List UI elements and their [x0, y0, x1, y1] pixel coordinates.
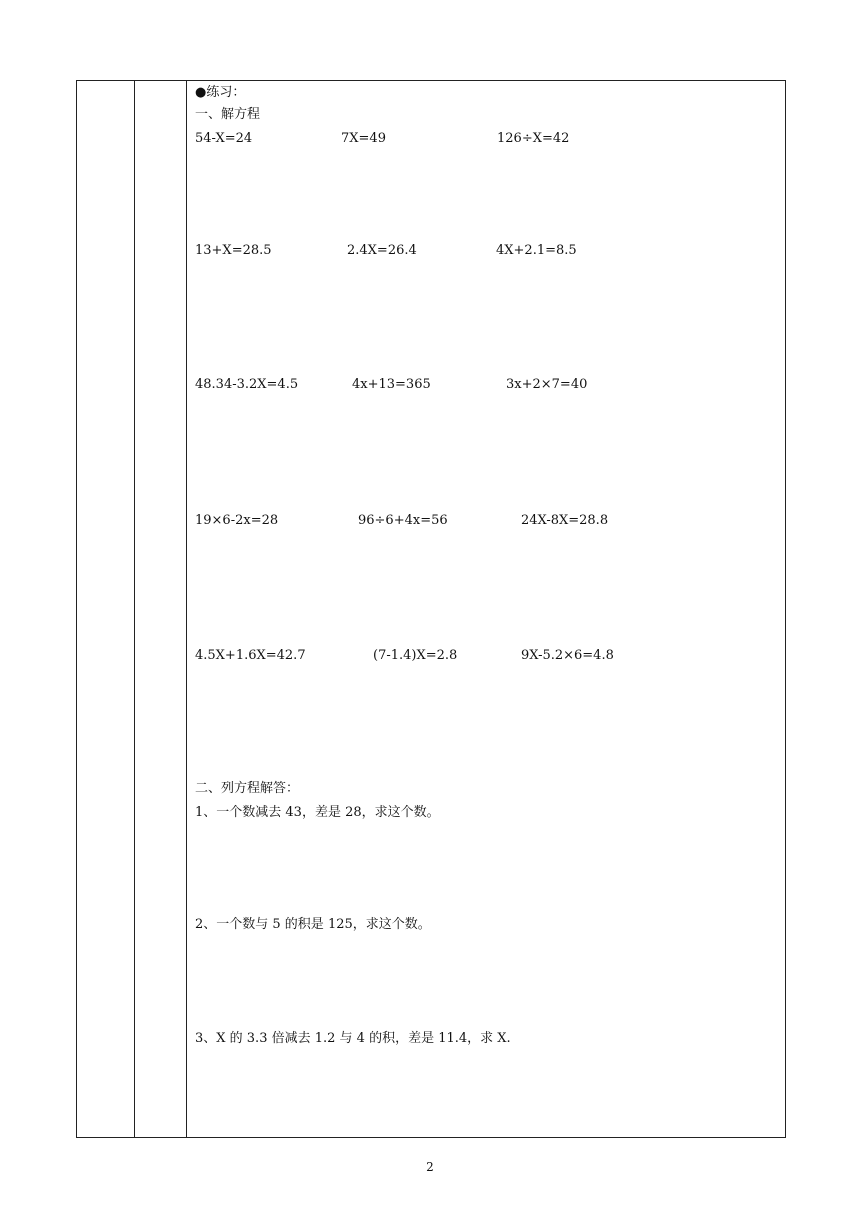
section-title-solve-equations: 一、解方程 [195, 107, 261, 122]
equation: 13+X=28.5 [195, 243, 272, 258]
equation: 9X-5.2×6=4.8 [521, 648, 614, 663]
equation: 48.34-3.2X=4.5 [195, 377, 299, 392]
equation: 7X=49 [341, 131, 386, 146]
exercise-content [195, 81, 785, 1137]
equation: 126÷X=42 [497, 131, 570, 146]
word-problem: 3、X 的 3.3 倍减去 1.2 与 4 的积，差是 11.4，求 X. [195, 1031, 511, 1046]
equation: 4X+2.1=8.5 [496, 243, 577, 258]
exercise-heading: ●练习： [195, 85, 246, 100]
equation: 4.5X+1.6X=42.7 [195, 648, 306, 663]
equation: 3x+2×7=40 [506, 377, 588, 392]
word-problem: 2、一个数与 5 的积是 125，求这个数。 [195, 917, 431, 932]
equation: 2.4X=26.4 [347, 243, 417, 258]
column-divider-1 [134, 81, 135, 1137]
equation: (7-1.4)X=2.8 [373, 648, 458, 663]
word-problem: 1、一个数减去 43，差是 28，求这个数。 [195, 805, 440, 820]
worksheet-table [76, 80, 786, 1138]
section-title-word-problems: 二、列方程解答： [195, 781, 300, 796]
equation: 54-X=24 [195, 131, 253, 146]
equation: 19×6-2x=28 [195, 513, 279, 528]
equation: 96÷6+4x=56 [358, 513, 448, 528]
equation: 4x+13=365 [352, 377, 431, 392]
column-divider-2 [186, 81, 187, 1137]
page-number: 2 [426, 1160, 434, 1174]
equation: 24X-8X=28.8 [521, 513, 609, 528]
